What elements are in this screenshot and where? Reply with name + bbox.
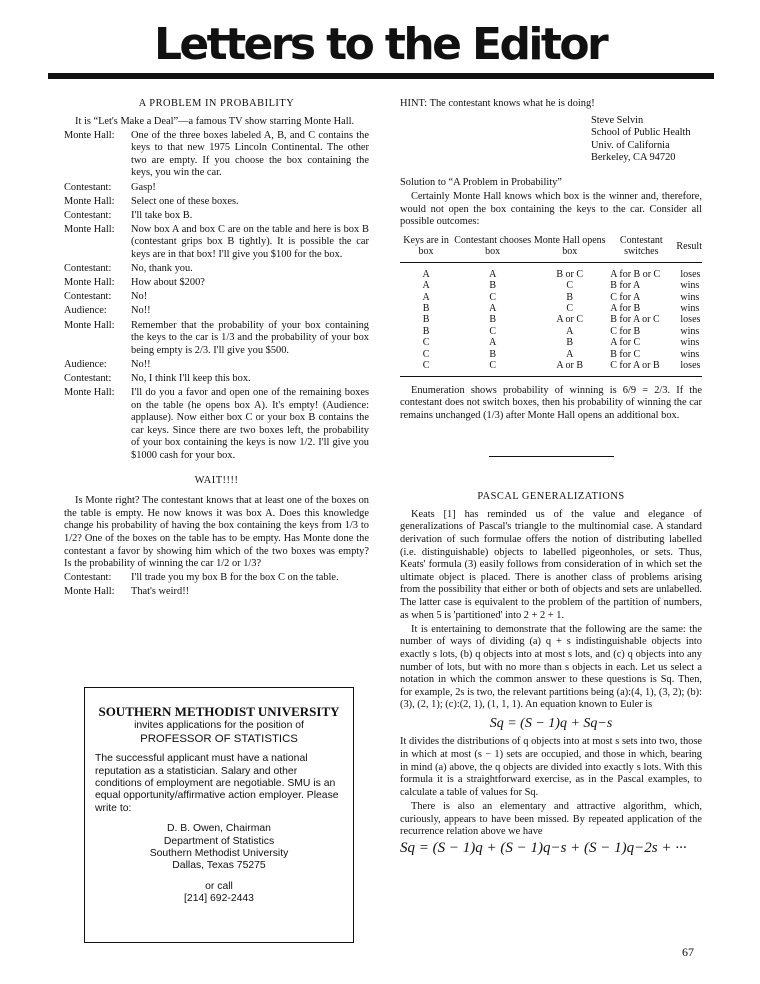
signature-line: Steve Selvin bbox=[591, 114, 644, 126]
column-header: Result bbox=[676, 240, 702, 252]
dialogue-line bbox=[64, 320, 369, 358]
table-cell: C bbox=[489, 360, 497, 372]
table-cell: B bbox=[489, 280, 497, 292]
table-cell: A or C bbox=[556, 314, 584, 326]
speech: I'll do you a favor and open one of the remaining boxes on the table (he opens box A). It's empty! (Audience: applause). Now either box C or your box B contains the car keys. Since there are two boxes left, the probability of your box containing the keys is now 1/2. I'll give you $1000 cash for your box. bbox=[131, 386, 369, 461]
speech: No, I think I'll keep this box. bbox=[131, 372, 251, 384]
euler-formula: Sq = (S − 1)q + Sq−s bbox=[489, 715, 613, 731]
speech: Gasp! bbox=[131, 181, 156, 193]
dialogue-line bbox=[64, 305, 369, 318]
letter-heading: A PROBLEM IN PROBABILITY bbox=[138, 98, 295, 109]
dialogue-line bbox=[64, 263, 369, 276]
wait-heading: WAIT!!!! bbox=[194, 474, 239, 486]
table-cell: C bbox=[489, 325, 497, 337]
table-cell: B for C bbox=[610, 348, 641, 360]
table-cell: B bbox=[489, 348, 497, 360]
table-cell: B for A or C bbox=[610, 314, 660, 326]
table-cell: B or C bbox=[556, 268, 584, 280]
column-header: Contestant switches bbox=[619, 234, 663, 258]
dialogue-line bbox=[64, 373, 369, 386]
smu-advertisement bbox=[84, 687, 354, 943]
speech: No, thank you. bbox=[131, 263, 193, 275]
dialogue-line bbox=[64, 387, 369, 463]
ad-invites: invites applications for the position of bbox=[134, 720, 304, 732]
signature-line: Univ. of California bbox=[591, 139, 670, 151]
table-row bbox=[400, 280, 702, 291]
enumeration-paragraph: Enumeration shows probability of winning is 6/9 = 2/3. If the contestant does not switch boxes, then his probability of winning the car remains unchanged (1/3) after Monte Hall opens an additional box. bbox=[400, 384, 702, 421]
table-cell: loses bbox=[680, 314, 701, 326]
outcomes-table bbox=[400, 235, 702, 377]
title-rule bbox=[48, 73, 714, 79]
dialogue-line bbox=[64, 182, 369, 195]
ad-position: PROFESSOR OF STATISTICS bbox=[140, 732, 298, 745]
table-row bbox=[400, 360, 702, 376]
dialogue-line bbox=[64, 224, 369, 262]
pascal-paragraph-3: It divides the distributions of q objects into at most s sets into two, those in which at most (s − 1) sets are occupied, and those in which, bearing in mind (a) above, the q objects are divided into exactly s lots. With this formula it is a straightforward exercise, as in the Pascal examples, to calculate a table of values for Sq. bbox=[400, 736, 702, 798]
speech: How about $200? bbox=[131, 277, 205, 289]
question-paragraph: Is Monte right? The contestant knows that at least one of the boxes on the table is empty. He now knows it was box A. Does this knowledge change his probability of having the box containing the keys from 1/3 to 1/2? One of the boxes on the table has to be empty. Has Monte done the contestant a favor by showing him which of the two boxes was empty? Is the probability of winning the car 1/2 or 1/3? bbox=[64, 495, 369, 570]
table-cell: A for B or C bbox=[610, 268, 661, 280]
table-cell: A bbox=[566, 325, 574, 337]
speech: I'll trade you my box B for the box C on the table. bbox=[131, 572, 339, 584]
dialogue-line bbox=[64, 291, 369, 304]
speaker: Audience: bbox=[64, 305, 107, 317]
speaker: Contestant: bbox=[64, 372, 112, 384]
table-cell: wins bbox=[680, 348, 700, 360]
pascal-paragraph-4: There is also an elementary and attractive algorithm, which, curiously, appears to have been missed. By repeated application of the recurrence relation above we have bbox=[400, 800, 702, 838]
solution-title: Solution to “A Problem in Probability” bbox=[400, 176, 562, 188]
table-cell: A bbox=[489, 303, 497, 315]
table-cell: wins bbox=[680, 303, 700, 315]
dialogue bbox=[64, 130, 369, 463]
pascal-paragraph-1: Keats [1] has reminded us of the value and elegance of generalizations of Pascal's triangle to the multinomial case. A standard derivation of such formulae offers the notion of distributing labelled (i.e. distinguishable) objects to labelled pigeonholes, or sets. Thus, Keats' formula (3) easily follows from consideration of in which set the ultimate object is placed. There is another class of problems arising from the possibility that either or both of objects and sets are unlabelled. The latter case is equivalent to the problem of the partition of numbers, as when 5 is 'partitioned' into 2 + 2 + 1. bbox=[400, 508, 702, 621]
speech: No!! bbox=[131, 358, 151, 370]
table-cell: C bbox=[422, 348, 430, 360]
column-header: Keys are in box bbox=[403, 234, 449, 258]
hint: HINT: The contestant knows what he is doing! bbox=[400, 98, 595, 109]
ad-university: SOUTHERN METHODIST UNIVERSITY bbox=[98, 704, 340, 719]
speaker: Contestant: bbox=[64, 263, 112, 275]
table-cell: wins bbox=[680, 325, 700, 337]
table-cell: C for A or B bbox=[610, 360, 660, 372]
table-row bbox=[400, 292, 702, 303]
ad-phone: [214] 692-2443 bbox=[184, 893, 254, 905]
table-cell: B for A bbox=[610, 280, 641, 292]
table-cell: loses bbox=[680, 268, 701, 280]
speech: Select one of these boxes. bbox=[131, 195, 239, 207]
dialogue-line bbox=[64, 130, 369, 180]
speaker: Monte Hall: bbox=[64, 386, 115, 398]
speech: No! bbox=[131, 291, 148, 303]
letter-intro: It is “Let's Make a Deal”—a famous TV show starring Monte Hall. bbox=[75, 115, 355, 127]
page-number: 67 bbox=[682, 945, 694, 959]
table-row bbox=[400, 337, 702, 348]
table-row bbox=[400, 349, 702, 360]
table-cell: A for B bbox=[610, 303, 641, 315]
ad-body: The successful applicant must have a national reputation as a statistician. Salary and other conditions of employment are negotiable. SMU is an equal opportunity/affirmative action employer. Please write to: bbox=[95, 753, 339, 814]
contact-line: D. B. Owen, Chairman bbox=[167, 823, 271, 835]
table-cell: B bbox=[566, 291, 574, 303]
table-cell: A bbox=[489, 337, 497, 349]
speaker: Monte Hall: bbox=[64, 277, 115, 289]
recurrence-formula: Sq = (S − 1)q + (S − 1)q−s + (S − 1)q−2s + ··· bbox=[400, 839, 687, 856]
table-cell: B bbox=[566, 337, 574, 349]
table-row bbox=[400, 262, 702, 280]
speaker: Contestant: bbox=[64, 209, 112, 221]
signature-line: School of Public Health bbox=[591, 127, 691, 139]
speaker: Audience: bbox=[64, 358, 107, 370]
speaker: Contestant: bbox=[64, 291, 112, 303]
speech: Remember that the probability of your box containing the keys to the car is 1/3 and the probability of your box being empty is 2/3. I'll give you $500. bbox=[131, 319, 369, 356]
table-cell: B bbox=[422, 325, 430, 337]
table-row bbox=[400, 314, 702, 325]
speech: That's weird!! bbox=[131, 586, 190, 598]
letter-signature bbox=[591, 115, 702, 165]
table-cell: loses bbox=[680, 360, 701, 372]
speech: No!! bbox=[131, 305, 151, 317]
table-cell: C bbox=[489, 291, 497, 303]
table-cell: A for C bbox=[610, 337, 641, 349]
table-cell: wins bbox=[680, 280, 700, 292]
table-cell: B bbox=[422, 303, 430, 315]
solution-text: Certainly Monte Hall knows which box is the winner and, therefore, would not open the box containing the keys to the car. Consider all possible outcomes: bbox=[400, 191, 702, 228]
table-header-row bbox=[400, 235, 702, 263]
table-cell: B bbox=[422, 314, 430, 326]
table-cell: A bbox=[566, 348, 574, 360]
speaker: Monte Hall: bbox=[64, 223, 115, 235]
pascal-heading: PASCAL GENERALIZATIONS bbox=[477, 491, 625, 503]
signature-line: Berkeley, CA 94720 bbox=[591, 152, 676, 164]
table-row bbox=[400, 303, 702, 314]
speaker: Monte Hall: bbox=[64, 195, 115, 207]
table-cell: wins bbox=[680, 337, 700, 349]
table-cell: C for B bbox=[610, 325, 641, 337]
page-title: Letters to the Editor bbox=[153, 19, 607, 70]
dialogue-line bbox=[64, 210, 369, 223]
table-cell: C bbox=[422, 337, 430, 349]
table-cell: C for A bbox=[610, 291, 641, 303]
left-column bbox=[64, 98, 369, 600]
dialogue-line bbox=[64, 586, 369, 599]
speaker: Monte Hall: bbox=[64, 586, 115, 598]
speaker: Contestant: bbox=[64, 181, 112, 193]
column-header: Monte Hall opens box bbox=[533, 234, 606, 258]
dialogue-line bbox=[64, 359, 369, 372]
table-cell: A bbox=[422, 280, 430, 292]
dialogue-line bbox=[64, 277, 369, 290]
column-header: Contestant chooses box bbox=[454, 234, 532, 258]
ad-or-call: or call bbox=[205, 880, 233, 892]
speech: One of the three boxes labeled A, B, and C contains the keys to that new 1975 Lincoln Continental. The other two are empty. If you choose the box containing the keys, you win the car. bbox=[131, 129, 369, 179]
table-cell: A bbox=[422, 268, 430, 280]
contact-line: Department of Statistics bbox=[163, 835, 275, 847]
ad-contact bbox=[95, 823, 343, 873]
dialogue-line bbox=[64, 196, 369, 209]
dialogue-line bbox=[64, 572, 369, 585]
table-cell: A bbox=[489, 268, 497, 280]
section-divider bbox=[489, 456, 614, 457]
table-body bbox=[400, 262, 702, 376]
table-cell: C bbox=[422, 360, 430, 372]
table-cell: C bbox=[566, 303, 574, 315]
contact-line: Southern Methodist University bbox=[149, 848, 289, 860]
speaker: Monte Hall: bbox=[64, 319, 115, 331]
speech: I'll take box B. bbox=[131, 209, 193, 221]
table-cell: C bbox=[566, 280, 574, 292]
table-cell: A or B bbox=[556, 360, 584, 372]
table-cell: A bbox=[422, 291, 430, 303]
speaker: Monte Hall: bbox=[64, 129, 115, 141]
pascal-paragraph-2: It is entertaining to demonstrate that the following are the same: the number of ways of dividing (a) q + s indistinguishable objects into exactly s lots, (b) q objects into at most s lots, and (c) q objects into any number of lots, but with no more than s objects in each. Let us select a notation in which the common answer to these questions is Sq. Then, for example, 2s is two, the relevant partitions being (a):(4, 1), (3, 2); (b):(3), (2, 1); (c):(2, 1), (1, 1, 1). An equation known to Euler is bbox=[400, 623, 702, 711]
right-column bbox=[400, 98, 702, 854]
table-row bbox=[400, 326, 702, 337]
table-cell: B bbox=[489, 314, 497, 326]
dialogue-end bbox=[64, 572, 369, 599]
speaker: Contestant: bbox=[64, 572, 112, 584]
contact-line: Dallas, Texas 75275 bbox=[172, 860, 266, 872]
speech: Now box A and box C are on the table and here is box B (contestant grips box B tightly). It is possible the car keys are in that box! I'll give you $100 for the box. bbox=[131, 223, 369, 261]
table-cell: wins bbox=[680, 291, 700, 303]
